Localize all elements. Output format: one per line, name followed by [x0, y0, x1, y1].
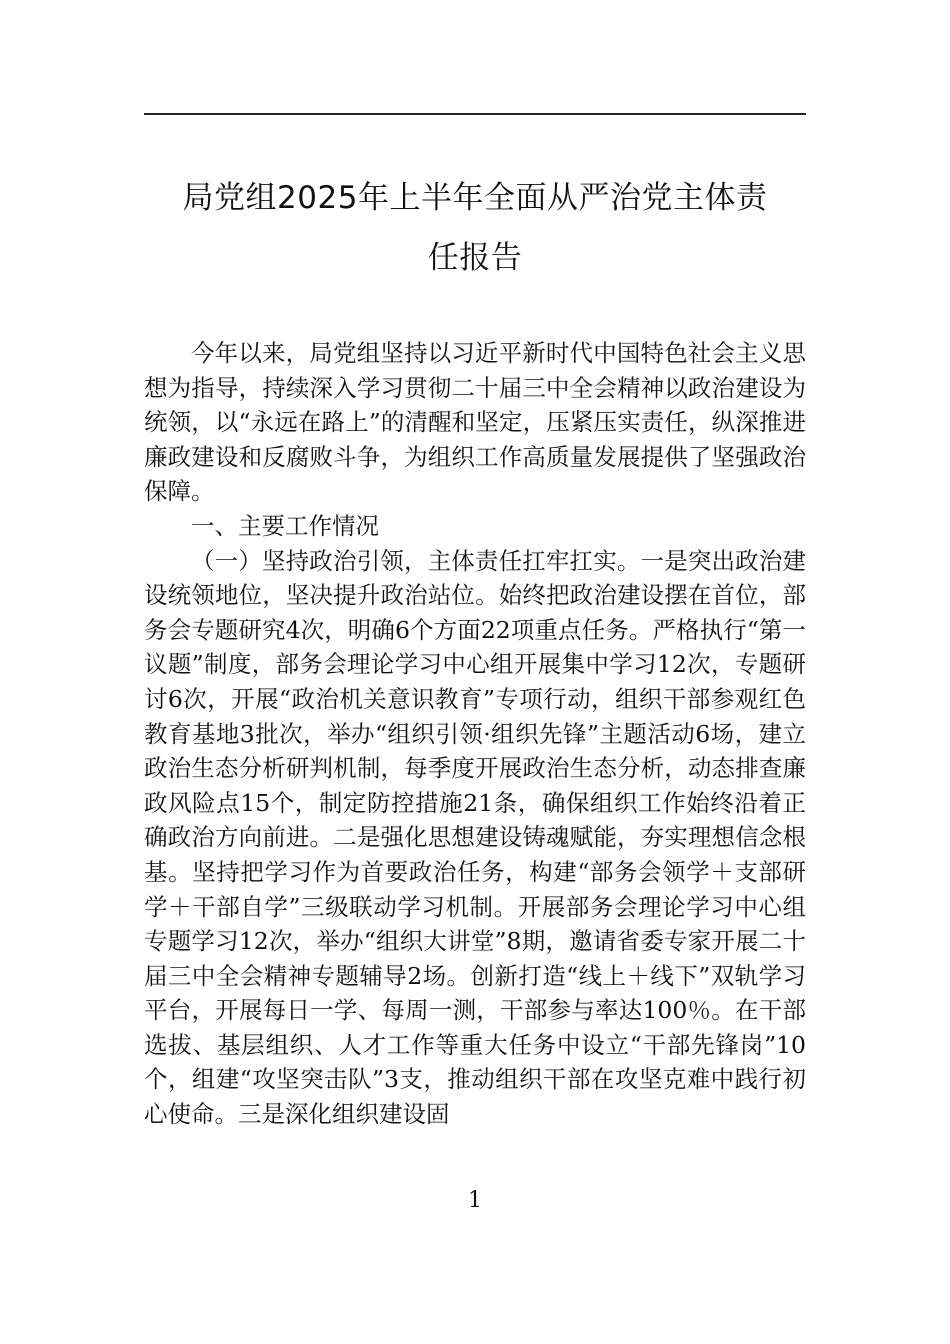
title-line-1: 局党组2025年上半年全面从严治党主体责: [182, 180, 768, 216]
page-number: 1: [468, 1188, 482, 1213]
title-line-2: 任报告: [427, 240, 523, 276]
document-title: [144, 168, 806, 288]
document-body: [144, 336, 806, 1132]
body-paragraph: （一）坚持政治引领，主体责任扛牢扛实。一是突出政治建设统领地位，坚决提升政治站位。始终把政治建设摆在首位，部务会专题研究4次，明确6个方面22项重点任务。严格执行“第一议题”制度，部务会理论学习中心组开展集中学习12次，专题研讨6次，开展“政治机关意识教育”专项行动，组织干部参观红色教育基地3批次，举办“组织引领·组织先锋”主题活动6场，建立政治生态分析研判机制，每季度开展政治生态分析，动态排查廉政风险点15个，制定防控措施21条，确保组织工作始终沿着正确政治方向前进。二是强化思想建设铸魂赋能，夯实理想信念根基。坚持把学习作为首要政治任务，构建“部务会领学＋支部研学＋干部自学”三级联动学习机制。开展部务会理论学习中心组专题学习12次，举办“组织大讲堂”8期，邀请省委专家开展二十届三中全会精神专题辅导2场。创新打造“线上＋线下”双轨学习平台，开展每日一学、每周一测，干部参与率达100％。在干部选拔、基层组织、人才工作等重大任务中设立“干部先锋岗”10个，组建“攻坚突击队”3支，推动组织干部在攻坚克难中践行初心使命。三是深化组织建设固: [144, 546, 806, 1129]
header-rule: [144, 113, 806, 115]
section-heading: 一、主要工作情况: [191, 511, 379, 540]
intro-paragraph: 今年以来，局党组坚持以习近平新时代中国特色社会主义思想为指导，持续深入学习贯彻二十届三中全会精神以政治建设为统领，以“永远在路上”的清醒和坚定，压紧压实责任，纵深推进廉政建设和反腐败斗争，为组织工作高质量发展提供了坚强政治保障。: [144, 339, 806, 506]
